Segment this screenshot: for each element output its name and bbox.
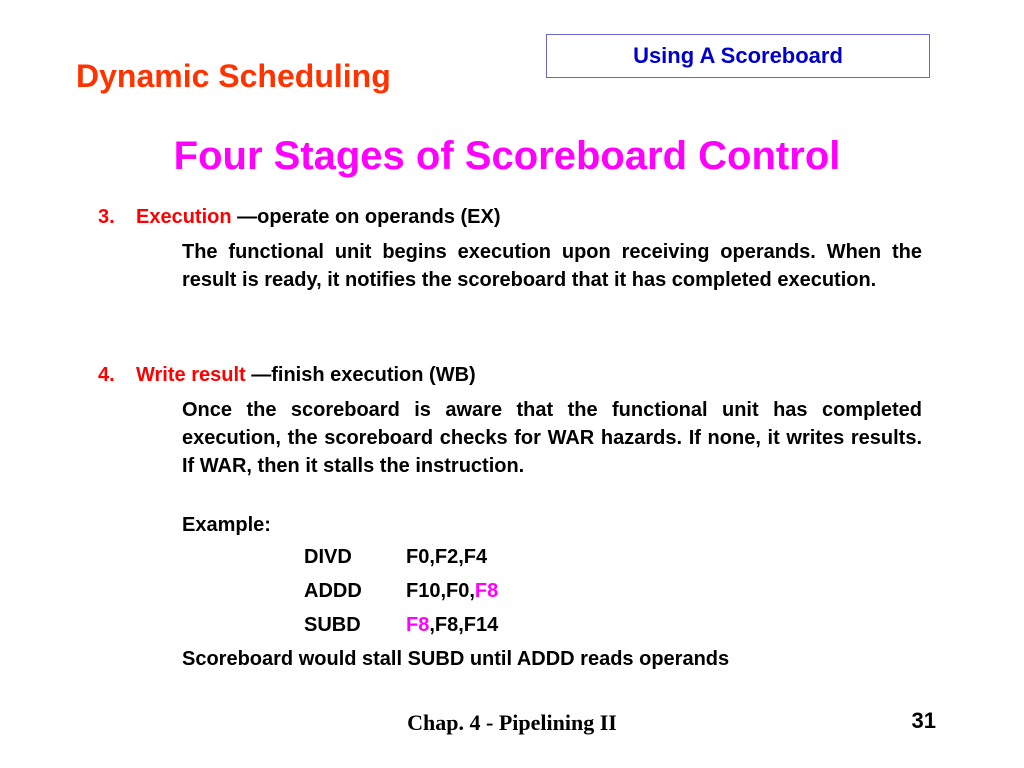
code-operand-highlight: F8 bbox=[406, 614, 430, 636]
stage-body-write-result: Once the scoreboard is aware that the functional unit has completed execution, the scoreboard checks for WAR hazards. If none, it writes results. If WAR, then it stalls the instruction. bbox=[182, 399, 922, 477]
stage-heading-execution bbox=[98, 206, 501, 229]
example-label: Example: bbox=[182, 514, 271, 536]
stage-heading-write-result bbox=[98, 364, 476, 387]
stage-description: —operate on operands (EX) bbox=[237, 206, 501, 228]
code-op: SUBD bbox=[304, 614, 361, 636]
section-title: Dynamic Scheduling bbox=[76, 58, 391, 94]
code-operands-tail: ,F8,F14 bbox=[429, 614, 499, 636]
code-line-divd bbox=[304, 546, 487, 569]
stage-body-execution: The functional unit begins execution upon receiving operands. When the result is ready, it notifies the scoreboard that it has completed execution. bbox=[182, 241, 922, 291]
example-conclusion: Scoreboard would stall SUBD until ADDD reads operands bbox=[182, 648, 730, 670]
stage-name: Execution bbox=[136, 206, 232, 228]
code-operands: F10,F0, bbox=[406, 580, 475, 602]
stage-number: 3. bbox=[98, 206, 115, 228]
footer-page-number: 31 bbox=[911, 708, 936, 733]
code-line-subd bbox=[304, 614, 498, 637]
code-operands: F0,F2,F4 bbox=[406, 546, 488, 568]
footer-chapter: Chap. 4 - Pipelining II bbox=[407, 710, 617, 735]
stage-number: 4. bbox=[98, 364, 115, 386]
code-op: ADDD bbox=[304, 580, 362, 602]
topic-box-label: Using A Scoreboard bbox=[633, 43, 843, 68]
code-op: DIVD bbox=[304, 546, 352, 568]
stage-description: —finish execution (WB) bbox=[251, 364, 476, 386]
code-operand-highlight: F8 bbox=[474, 580, 499, 602]
code-line-addd bbox=[304, 580, 498, 603]
stage-name: Write result bbox=[136, 364, 246, 386]
topic-box bbox=[546, 34, 930, 78]
slide-title: Four Stages of Scoreboard Control bbox=[173, 134, 841, 178]
